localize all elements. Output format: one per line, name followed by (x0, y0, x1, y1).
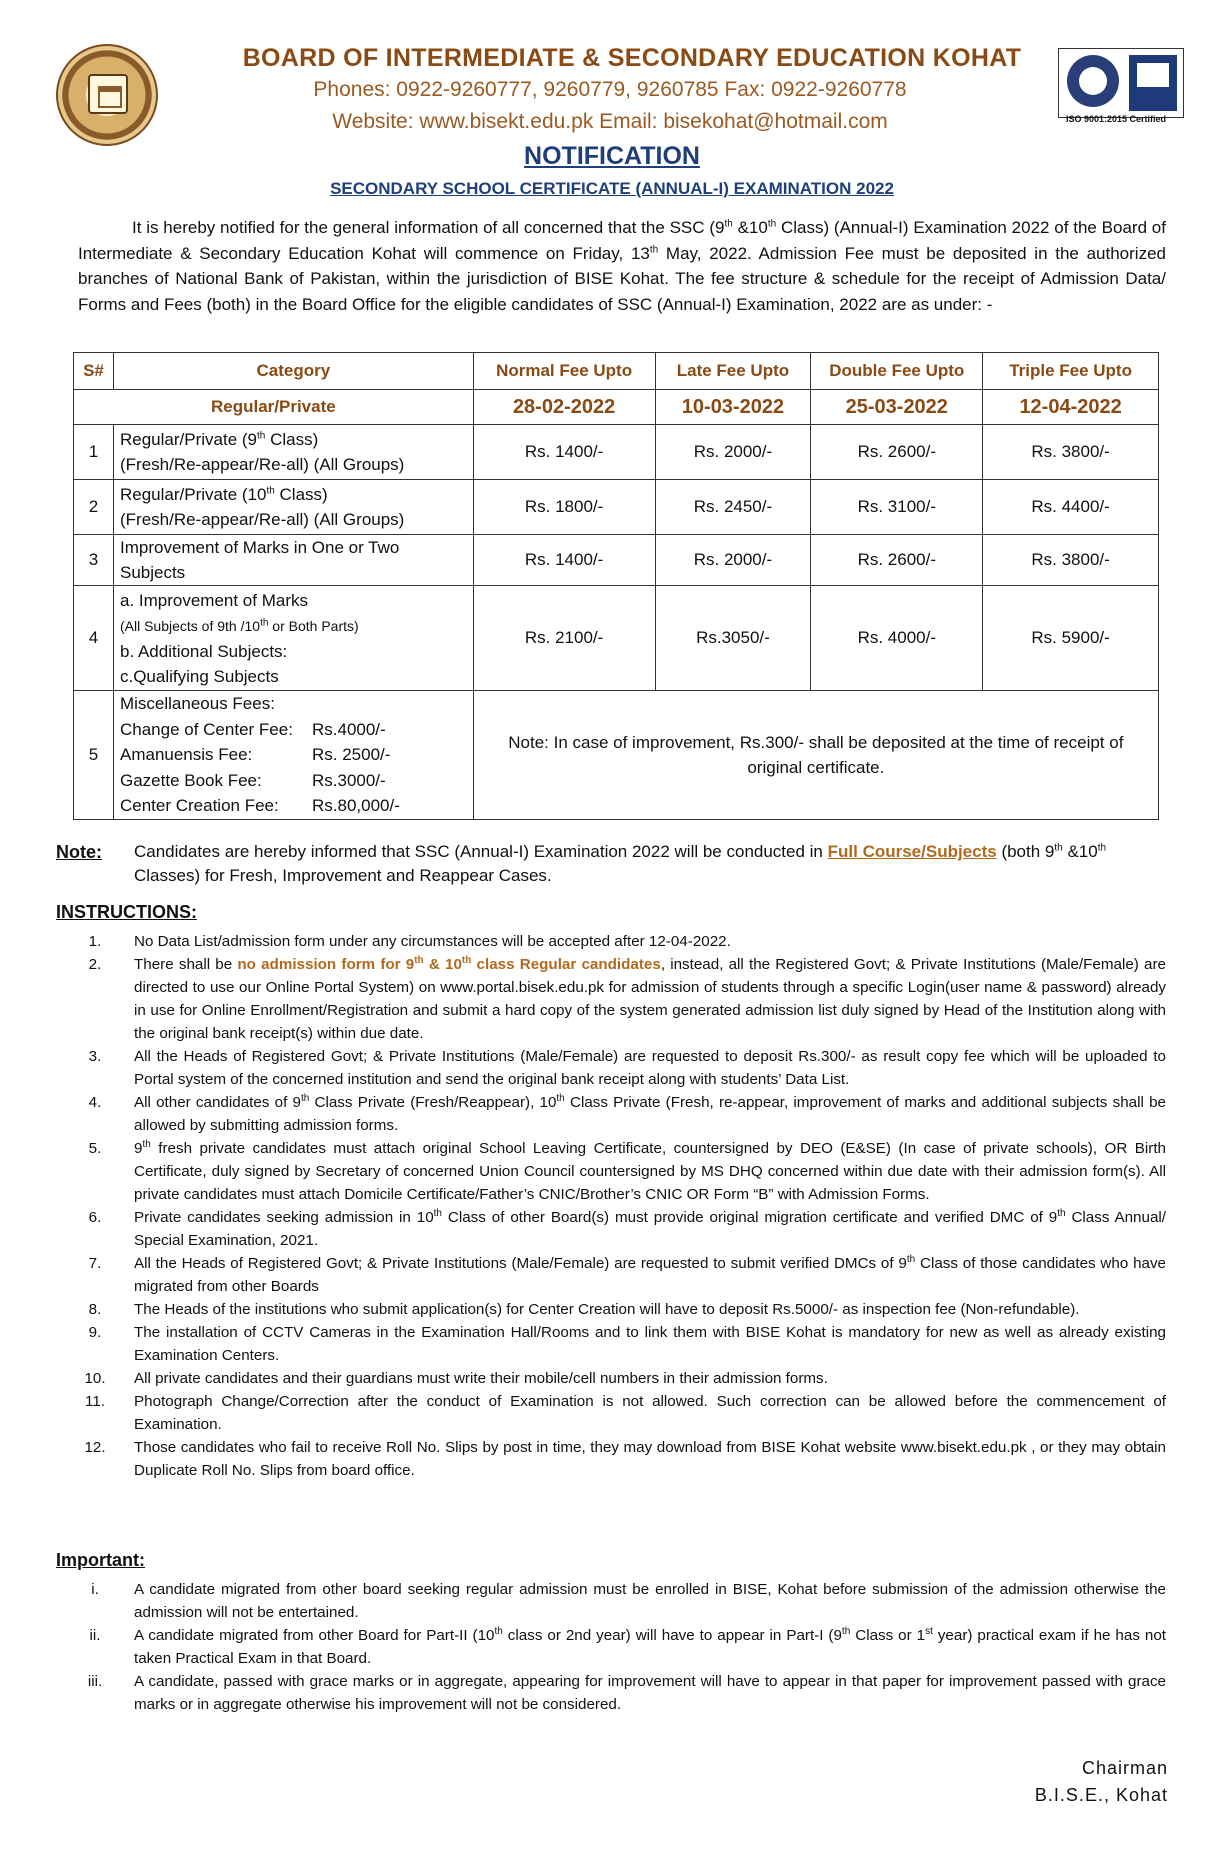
date-double: 25-03-2022 (811, 390, 983, 425)
signature-org: B.I.S.E., Kohat (1034, 1785, 1168, 1805)
table-header-row (74, 353, 1159, 390)
list-item: iii. A candidate, passed with grace marks or in aggregate, appearing for improvement will have to appear in that paper for improvement passed with grace marks or in aggregate otherwise his improvement will not be considered. (87, 1673, 1166, 1713)
date-late: 10-03-2022 (655, 390, 811, 425)
misc-fees: Miscellaneous Fees: Change of Center Fee: Rs.4000/- Amanuensis Fee: Rs. 2500/- Gazette Book Fee: Rs.3000/- Center Creation Fee: Rs.80,000/- (113, 691, 473, 820)
list-item: i. A candidate migrated from other board seeking regular admission must be enrolled in BISE, Kohat before submission of the admission otherwise the admission will not be entertained. (91, 1581, 1166, 1621)
signature-block (1035, 1755, 1168, 1809)
date-triple: 12-04-2022 (983, 390, 1159, 425)
candidates-note: Note: Candidates are hereby informed that SSC (Annual-I) Examination 2022 will be conducted in Full Course/Subjects (both 9th &10th Classes) for Fresh, Improvement and Reappear Cases. (56, 842, 1107, 885)
list-item: 4. All other candidates of 9th Class Private (Fresh/Reappear), 10th Class Private (Fresh, re-appear, improvement of marks and additional subjects shall be allowed by submitting admission forms. (88, 1092, 1166, 1134)
table-row: 2 Regular/Private (10th Class) (Fresh/Re-appear/Re-all) (All Groups) Rs. 1800/- Rs. 2450/- Rs. 3100/- Rs. 4400/- (74, 480, 1159, 535)
table-dates-row (74, 390, 1159, 425)
list-item: 10. All private candidates and their guardians must write their mobile/cell numbers in their admission forms. (84, 1370, 828, 1387)
board-name: BOARD OF INTERMEDIATE & SECONDARY EDUCATION KOHAT (242, 44, 1022, 72)
important-list (78, 1578, 1166, 1716)
list-item: 8. The Heads of the institutions who submit application(s) for Center Creation will have to deposit Rs.5000/- as inspection fee (Non-refundable). (88, 1301, 1080, 1318)
important-heading: Important: (56, 1550, 145, 1570)
list-item: 2. There shall be no admission form for 9th & 10th class Regular candidates, instead, all the Registered Govt; & Private Institutions (Male/Female) are directed to use our Online Portal System) on www.portal.bisek.edu.pk for admission of students through a specific Login(user name & password) already in use for Online Enrollment/Registration and submit a hard copy of the system generated admission list duly signed by Head of the Institution along with the original bank receipt(s) within due date. (88, 954, 1166, 1042)
header-normal-fee: Normal Fee Upto (473, 353, 655, 390)
signature-title: Chairman (1081, 1758, 1168, 1778)
list-item: 5. 9th fresh private candidates must attach original School Leaving Certificate, countersigned by DEO (E&SE) (In case of private schools), OR Birth Certificate, duly signed by Secretary of concerned Union Council countersigned by MS DHQ concerned within due date with their admission form(s). All private candidates must attach Domicile Certificate/Father’s CNIC/Brother’s CNIC OR Form “B” with Admission Forms. (88, 1138, 1166, 1203)
list-item: 12. Those candidates who fail to receive Roll No. Slips by post in time, they may download from BISE Kohat website www.bisekt.edu.pk , or they may obtain Duplicate Roll No. Slips from board office. (84, 1439, 1166, 1479)
instructions-heading: INSTRUCTIONS: (56, 902, 197, 922)
table-row: 5 Miscellaneous Fees: Change of Center Fee: Rs.4000/- Amanuensis Fee: Rs. 2500/- Gazette Book Fee: Rs.3000/- Center Creation Fee: Rs.80,000/- Note: In case of improvement, Rs.300/- shall be deposited at the time of receipt of original certificate. (74, 691, 1159, 820)
header-triple-fee: Triple Fee Upto (983, 353, 1159, 390)
web-line: Website: www.bisekt.edu.pk Email: bisekohat@hotmail.com (332, 110, 888, 133)
date-row-label: Regular/Private (74, 390, 474, 425)
page-title: NOTIFICATION (524, 142, 700, 170)
list-item: 9. The installation of CCTV Cameras in the Examination Hall/Rooms and to link them with BISE Kohat is mandatory for new as well as already existing Examination Centers. (88, 1324, 1166, 1364)
table-row: 4 a. Improvement of Marks (All Subjects of 9th /10th or Both Parts) b. Additional Subjects: c.Qualifying Subjects Rs. 2100/- Rs.3050/- Rs. 4000/- Rs. 5900/- (74, 586, 1159, 691)
instructions-list (78, 930, 1166, 1482)
page-subtitle: SECONDARY SCHOOL CERTIFICATE (ANNUAL-I) EXAMINATION 2022 (330, 179, 894, 198)
list-item: 11. Photograph Change/Correction after the conduct of Examination is not allowed. Such correction can be allowed before the commencement of Examination. (85, 1393, 1166, 1433)
header-sn: S# (74, 353, 114, 390)
list-item: 6. Private candidates seeking admission in 10th Class of other Board(s) must provide original migration certificate and verified DMC of 9th Class Annual/ Special Examination, 2021. (88, 1207, 1166, 1249)
header-double-fee: Double Fee Upto (811, 353, 983, 390)
header-category: Category (113, 353, 473, 390)
table-row: 3 Improvement of Marks in One or Two Subjects Rs. 1400/- Rs. 2000/- Rs. 2600/- Rs. 3800/- (74, 535, 1159, 586)
list-item: 7. All the Heads of Registered Govt; & Private Institutions (Male/Female) are requested to submit verified DMCs of 9th Class of those candidates who have migrated from other Boards (88, 1253, 1166, 1295)
list-item: ii. A candidate migrated from other Board for Part-II (10th class or 2nd year) will have to appear in Part-I (9th Class or 1st year) practical exam if he has not taken Practical Exam in that Board. (89, 1625, 1166, 1667)
intro-paragraph: It is hereby notified for the general information of all concerned that the SSC (9th &10th Class) (Annual-I) Examination 2022 of the Board of Intermediate & Secondary Education Kohat will commence on Friday, 13th May, 2022. Admission Fee must be deposited in the authorized branches of National Bank of Pakistan, within the jurisdiction of BISE Kohat. The fee structure & schedule for the receipt of Admission Data/ Forms and Fees (both) in the Board Office for the eligible candidates of SSC (Annual-I) Examination, 2022 are as under: - (78, 218, 1166, 314)
list-item: 1. No Data List/admission form under any circumstances will be accepted after 12-04-2022. (88, 933, 731, 950)
header-late-fee: Late Fee Upto (655, 353, 811, 390)
iso-label: ISO 9001:2015 Certified (1066, 114, 1167, 124)
fee-table (73, 352, 1159, 820)
phones-line: Phones: 0922-9260777, 9260779, 9260785 Fax: 0922-9260778 (313, 78, 907, 101)
date-normal: 28-02-2022 (473, 390, 655, 425)
list-item: 3. All the Heads of Registered Govt; & Private Institutions (Male/Female) are requested to deposit Rs.300/- as result copy fee which will be uploaded to Portal system of the concerned institution and send the original bank receipt along with students’ Data List. (88, 1048, 1166, 1088)
improvement-note: Note: In case of improvement, Rs.300/- shall be deposited at the time of receipt of original certificate. (473, 691, 1158, 820)
table-row: 1 Regular/Private (9th Class) (Fresh/Re-appear/Re-all) (All Groups) Rs. 1400/- Rs. 2000/- Rs. 2600/- Rs. 3800/- (74, 425, 1159, 480)
